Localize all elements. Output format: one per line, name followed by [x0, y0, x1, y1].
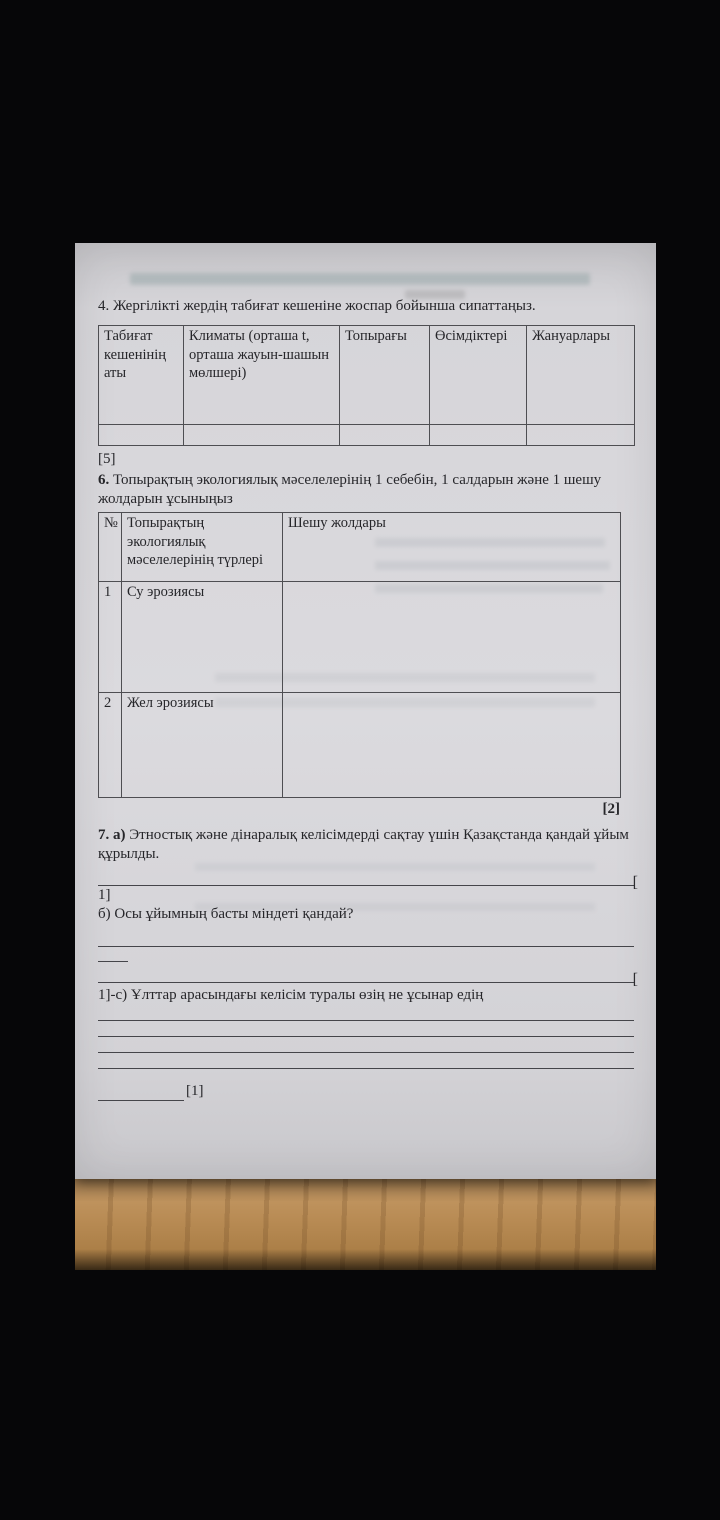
question-7c-body: Ұлттар арасындағы келісім туралы өзің не ұсынар едің	[127, 987, 484, 1003]
table-cell-empty	[527, 425, 635, 446]
table-header-cell: Топырағы	[340, 326, 430, 425]
table-header-cell: Шешу жолдары	[283, 513, 621, 582]
table-cell-empty	[340, 425, 430, 446]
table-cell-empty	[283, 582, 621, 693]
table-row	[99, 582, 621, 693]
question-4-score: [5]	[98, 451, 116, 467]
photo-area	[75, 243, 656, 1270]
row-number-cell: 2	[99, 693, 122, 798]
table-cell-empty	[99, 425, 184, 446]
question-4-table	[98, 325, 635, 446]
exam-paper-sheet	[75, 243, 656, 1179]
question-7a-body: Этностық және дінаралық келісімдерді сақтау үшін Қазақстанда қандай ұйым құрылды.	[98, 827, 629, 862]
answer-line	[98, 1053, 634, 1069]
page-content	[75, 243, 656, 1101]
table-header-cell: Климаты (орташа t, орташа жауын-шашын мөлшері)	[184, 326, 340, 425]
question-6-table	[98, 512, 621, 798]
answer-line	[98, 868, 638, 891]
answer-line	[98, 1005, 634, 1021]
answer-line-short	[98, 1084, 184, 1101]
table-cell-empty	[184, 425, 340, 446]
question-6-score: [2]	[602, 801, 620, 817]
table-header-row	[99, 326, 635, 425]
table-header-cell: Жануарлары	[527, 326, 635, 425]
question-7b-text	[98, 905, 634, 924]
question-7b-body: Осы ұйымның басты міндеті қандай?	[110, 906, 354, 922]
score-mark-1: 1]	[98, 887, 111, 903]
table-header-cell: Табиғат кешенінің аты	[99, 326, 184, 425]
answer-line-short	[98, 947, 128, 962]
question-7-final-score: [1]	[186, 1083, 204, 1099]
answer-line	[98, 929, 634, 947]
row-number-cell: 1	[99, 582, 122, 693]
table-header-cell: №	[99, 513, 122, 582]
question-7c-text	[98, 986, 634, 1005]
table-header-cell: Өсімдіктері	[430, 326, 527, 425]
table-row	[99, 693, 621, 798]
question-7a-text	[98, 826, 634, 864]
question-6-body: Топырақтың экологиялық мәселелерінің 1 себебін, 1 салдарын және 1 шешу жолдарын ұсыныңыз	[98, 472, 602, 507]
answer-line	[98, 1037, 634, 1053]
table-header-row	[99, 513, 621, 582]
table-cell-empty	[283, 693, 621, 798]
erosion-type-cell: Жел эрозиясы	[122, 693, 283, 798]
question-4-text: 4. Жергілікті жердің табиғат кешеніне жоспар бойынша сипаттаңыз.	[98, 298, 536, 314]
question-6-number: 6.	[98, 472, 110, 488]
question-7c-label: 1]-с)	[98, 987, 128, 1003]
table-header-cell: Топырақтың экологиялық мәселелерінің түрлері	[122, 513, 283, 582]
final-score-line	[98, 1082, 634, 1101]
erosion-type-cell: Су эрозиясы	[122, 582, 283, 693]
bracket-mark: [	[632, 874, 638, 891]
question-7a-label: 7. а)	[98, 827, 126, 843]
answer-line	[98, 965, 638, 988]
table-empty-row	[99, 425, 635, 446]
answer-line	[98, 1021, 634, 1037]
question-6-text	[98, 471, 634, 509]
table-cell-empty	[430, 425, 527, 446]
bracket-mark: [	[632, 971, 638, 988]
wooden-desk	[75, 1175, 656, 1270]
question-7b-label: б)	[98, 906, 111, 922]
